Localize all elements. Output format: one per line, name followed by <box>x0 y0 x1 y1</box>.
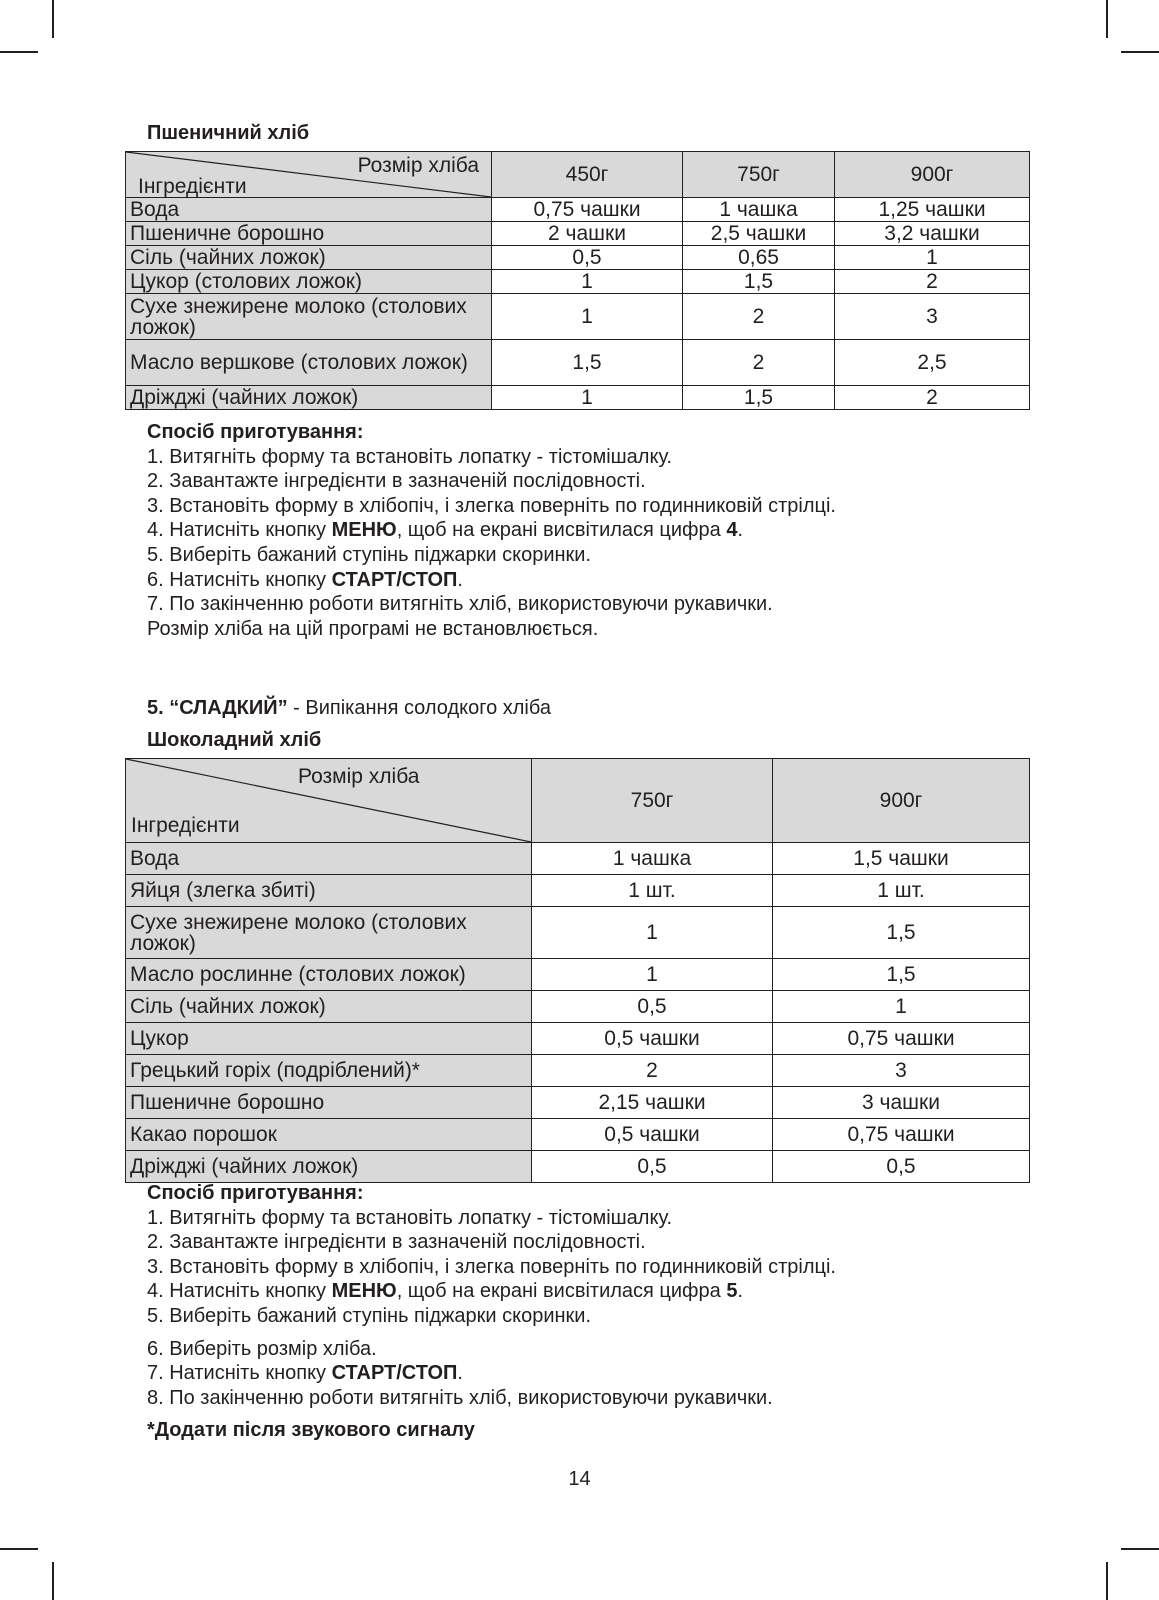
step-item: 2. Завантажте інгредієнти в зазначеній послідовності. <box>147 470 646 493</box>
table-header-corner <box>126 759 532 843</box>
table-cell: 1 шт. <box>532 875 773 907</box>
table-cell: 2 <box>835 386 1030 410</box>
table-cell: 1 <box>773 991 1030 1023</box>
crop-mark <box>0 51 38 53</box>
table-row <box>126 386 1030 410</box>
table-cell: 2 <box>835 270 1030 294</box>
step-item: 1. Витягніть форму та встановіть лопатку - тістомішалку. <box>147 445 672 468</box>
size-label: Розмір хліба <box>357 154 479 177</box>
table-cell: 1 <box>835 246 1030 270</box>
table-cell: 2 <box>683 294 835 340</box>
table-cell: 3,2 чашки <box>835 222 1030 246</box>
ingredient-name: Яйця (злегка збиті) <box>126 875 532 907</box>
table-cell: 2 <box>683 340 835 386</box>
step-item: 7. Натисніть кнопку СТАРТ/СТОП. <box>147 1362 463 1385</box>
step-item: 5. Виберіть бажаний ступінь піджарки скоринки. <box>147 1304 592 1327</box>
ingredients-label: Інгредієнти <box>138 175 247 198</box>
column-header: 750г <box>683 152 835 198</box>
crop-mark <box>52 0 54 38</box>
table-cell: 1,25 чашки <box>835 198 1030 222</box>
ingredient-name: Цукор (столових ложок) <box>126 270 492 294</box>
table-cell: 2,5 чашки <box>683 222 835 246</box>
method-title: Спосіб приготування: <box>147 1182 364 1204</box>
table-row <box>126 246 1030 270</box>
recipe-title: Пшеничний хліб <box>147 122 310 144</box>
ingredient-name: Грецький горіх (подріблений)* <box>126 1055 532 1087</box>
method-title: Спосіб приготування: <box>147 421 364 443</box>
table-cell: 0,5 чашки <box>532 1119 773 1151</box>
section-heading: 5. “СЛАДКИЙ” - Випікання солодкого хліба <box>147 697 551 719</box>
column-header: 900г <box>835 152 1030 198</box>
table-cell: 0,5 <box>492 246 683 270</box>
crop-mark <box>1106 1562 1108 1600</box>
ingredient-name: Какао порошок <box>126 1119 532 1151</box>
ingredient-name: Дріжджі (чайних ложок) <box>126 386 492 410</box>
column-header: 750г <box>532 759 773 843</box>
step-item: 7. По закінченню роботи витягніть хліб, використовуючи рукавички. <box>147 593 773 616</box>
table-cell: 2,15 чашки <box>532 1087 773 1119</box>
table-cell: 1 <box>492 294 683 340</box>
table-cell: 3 <box>773 1055 1030 1087</box>
table-cell: 1,5 <box>773 959 1030 991</box>
page-number: 14 <box>568 1468 591 1490</box>
table-cell: 0,5 <box>773 1151 1030 1183</box>
ingredient-name: Сіль (чайних ложок) <box>126 246 492 270</box>
table-cell: 0,5 <box>532 1151 773 1183</box>
step-item: 6. Виберіть розмір хліба. <box>147 1337 377 1360</box>
table-cell: 1,5 <box>773 907 1030 959</box>
ingredient-name: Пшеничне борошно <box>126 1087 532 1119</box>
crop-mark <box>1121 51 1159 53</box>
crop-mark <box>0 1548 38 1550</box>
table-row <box>126 222 1030 246</box>
table-cell: 1,5 <box>492 340 683 386</box>
ingredient-name: Вода <box>126 843 532 875</box>
step-item: 3. Встановіть форму в хлібопіч, і злегка поверніть по годинниковій стрілці. <box>147 1255 836 1278</box>
step-item: 6. Натисніть кнопку СТАРТ/СТОП. <box>147 568 463 591</box>
table-row <box>126 959 1030 991</box>
table-cell: 1 <box>492 386 683 410</box>
table-row <box>126 907 1030 959</box>
table-cell: 0,75 чашки <box>492 198 683 222</box>
step-item: 5. Виберіть бажаний ступінь піджарки скоринки. <box>147 543 592 566</box>
method-list <box>147 1181 836 1443</box>
table-row <box>126 1023 1030 1055</box>
ingredients-table <box>125 151 1030 410</box>
table-cell: 1,5 чашки <box>773 843 1030 875</box>
table-cell: 1 <box>492 270 683 294</box>
ingredient-name: Сухе знежирене молоко (столових ложок) <box>126 294 492 340</box>
ingredient-name: Масло вершкове (столових ложок) <box>126 340 492 386</box>
step-item: 3. Встановіть форму в хлібопіч, і злегка поверніть по годинниковій стрілці. <box>147 494 836 517</box>
ingredient-name: Дріжджі (чайних ложок) <box>126 1151 532 1183</box>
footnote: *Додати після звукового сигналу <box>147 1419 475 1442</box>
crop-mark <box>52 1562 54 1600</box>
table-row <box>126 991 1030 1023</box>
table-cell: 0,75 чашки <box>773 1023 1030 1055</box>
step-item: 1. Витягніть форму та встановіть лопатку - тістомішалку. <box>147 1206 672 1229</box>
table-row <box>126 843 1030 875</box>
table-row <box>126 294 1030 340</box>
table-header-corner <box>126 152 492 198</box>
table-row <box>126 1087 1030 1119</box>
step-item: 4. Натисніть кнопку МЕНЮ, щоб на екрані висвітилася цифра 4. <box>147 519 744 542</box>
table-row <box>126 875 1030 907</box>
table-cell: 2,5 <box>835 340 1030 386</box>
table-cell: 1,5 <box>683 386 835 410</box>
step-item: 2. Завантажте інгредієнти в зазначеній послідовності. <box>147 1231 646 1254</box>
ingredient-name: Сіль (чайних ложок) <box>126 991 532 1023</box>
table-cell: 3 чашки <box>773 1087 1030 1119</box>
table-cell: 1 чашка <box>683 198 835 222</box>
ingredient-name: Пшеничне борошно <box>126 222 492 246</box>
table-cell: 0,5 <box>532 991 773 1023</box>
table-cell: 0,5 чашки <box>532 1023 773 1055</box>
table-cell: 3 <box>835 294 1030 340</box>
column-header: 900г <box>773 759 1030 843</box>
ingredient-name: Вода <box>126 198 492 222</box>
table-row <box>126 340 1030 386</box>
table-cell: 2 <box>532 1055 773 1087</box>
table-cell: 1 чашка <box>532 843 773 875</box>
recipe-title: Шоколадний хліб <box>147 729 322 751</box>
ingredient-name: Сухе знежирене молоко (столових ложок) <box>126 907 532 959</box>
step-item: 4. Натисніть кнопку МЕНЮ, щоб на екрані висвітилася цифра 5. <box>147 1280 744 1303</box>
crop-mark <box>1121 1548 1159 1550</box>
method-list <box>147 420 836 641</box>
table-row <box>126 1119 1030 1151</box>
step-note: Розмір хліба на цій програмі не встановлюється. <box>147 617 599 640</box>
step-item: 8. По закінченню роботи витягніть хліб, використовуючи рукавички. <box>147 1386 773 1409</box>
table-cell: 1 <box>532 959 773 991</box>
ingredients-table <box>125 758 1030 1183</box>
ingredients-label: Інгредієнти <box>131 814 240 837</box>
table-row <box>126 1055 1030 1087</box>
table-cell: 2 чашки <box>492 222 683 246</box>
ingredient-name: Масло рослинне (столових ложок) <box>126 959 532 991</box>
table-cell: 0,75 чашки <box>773 1119 1030 1151</box>
table-cell: 1 шт. <box>773 875 1030 907</box>
column-header: 450г <box>492 152 683 198</box>
table-row <box>126 270 1030 294</box>
table-row <box>126 1151 1030 1183</box>
size-label: Розмір хліба <box>298 765 420 788</box>
table-cell: 0,65 <box>683 246 835 270</box>
ingredient-name: Цукор <box>126 1023 532 1055</box>
table-cell: 1,5 <box>683 270 835 294</box>
table-row <box>126 198 1030 222</box>
crop-mark <box>1106 0 1108 38</box>
table-cell: 1 <box>532 907 773 959</box>
